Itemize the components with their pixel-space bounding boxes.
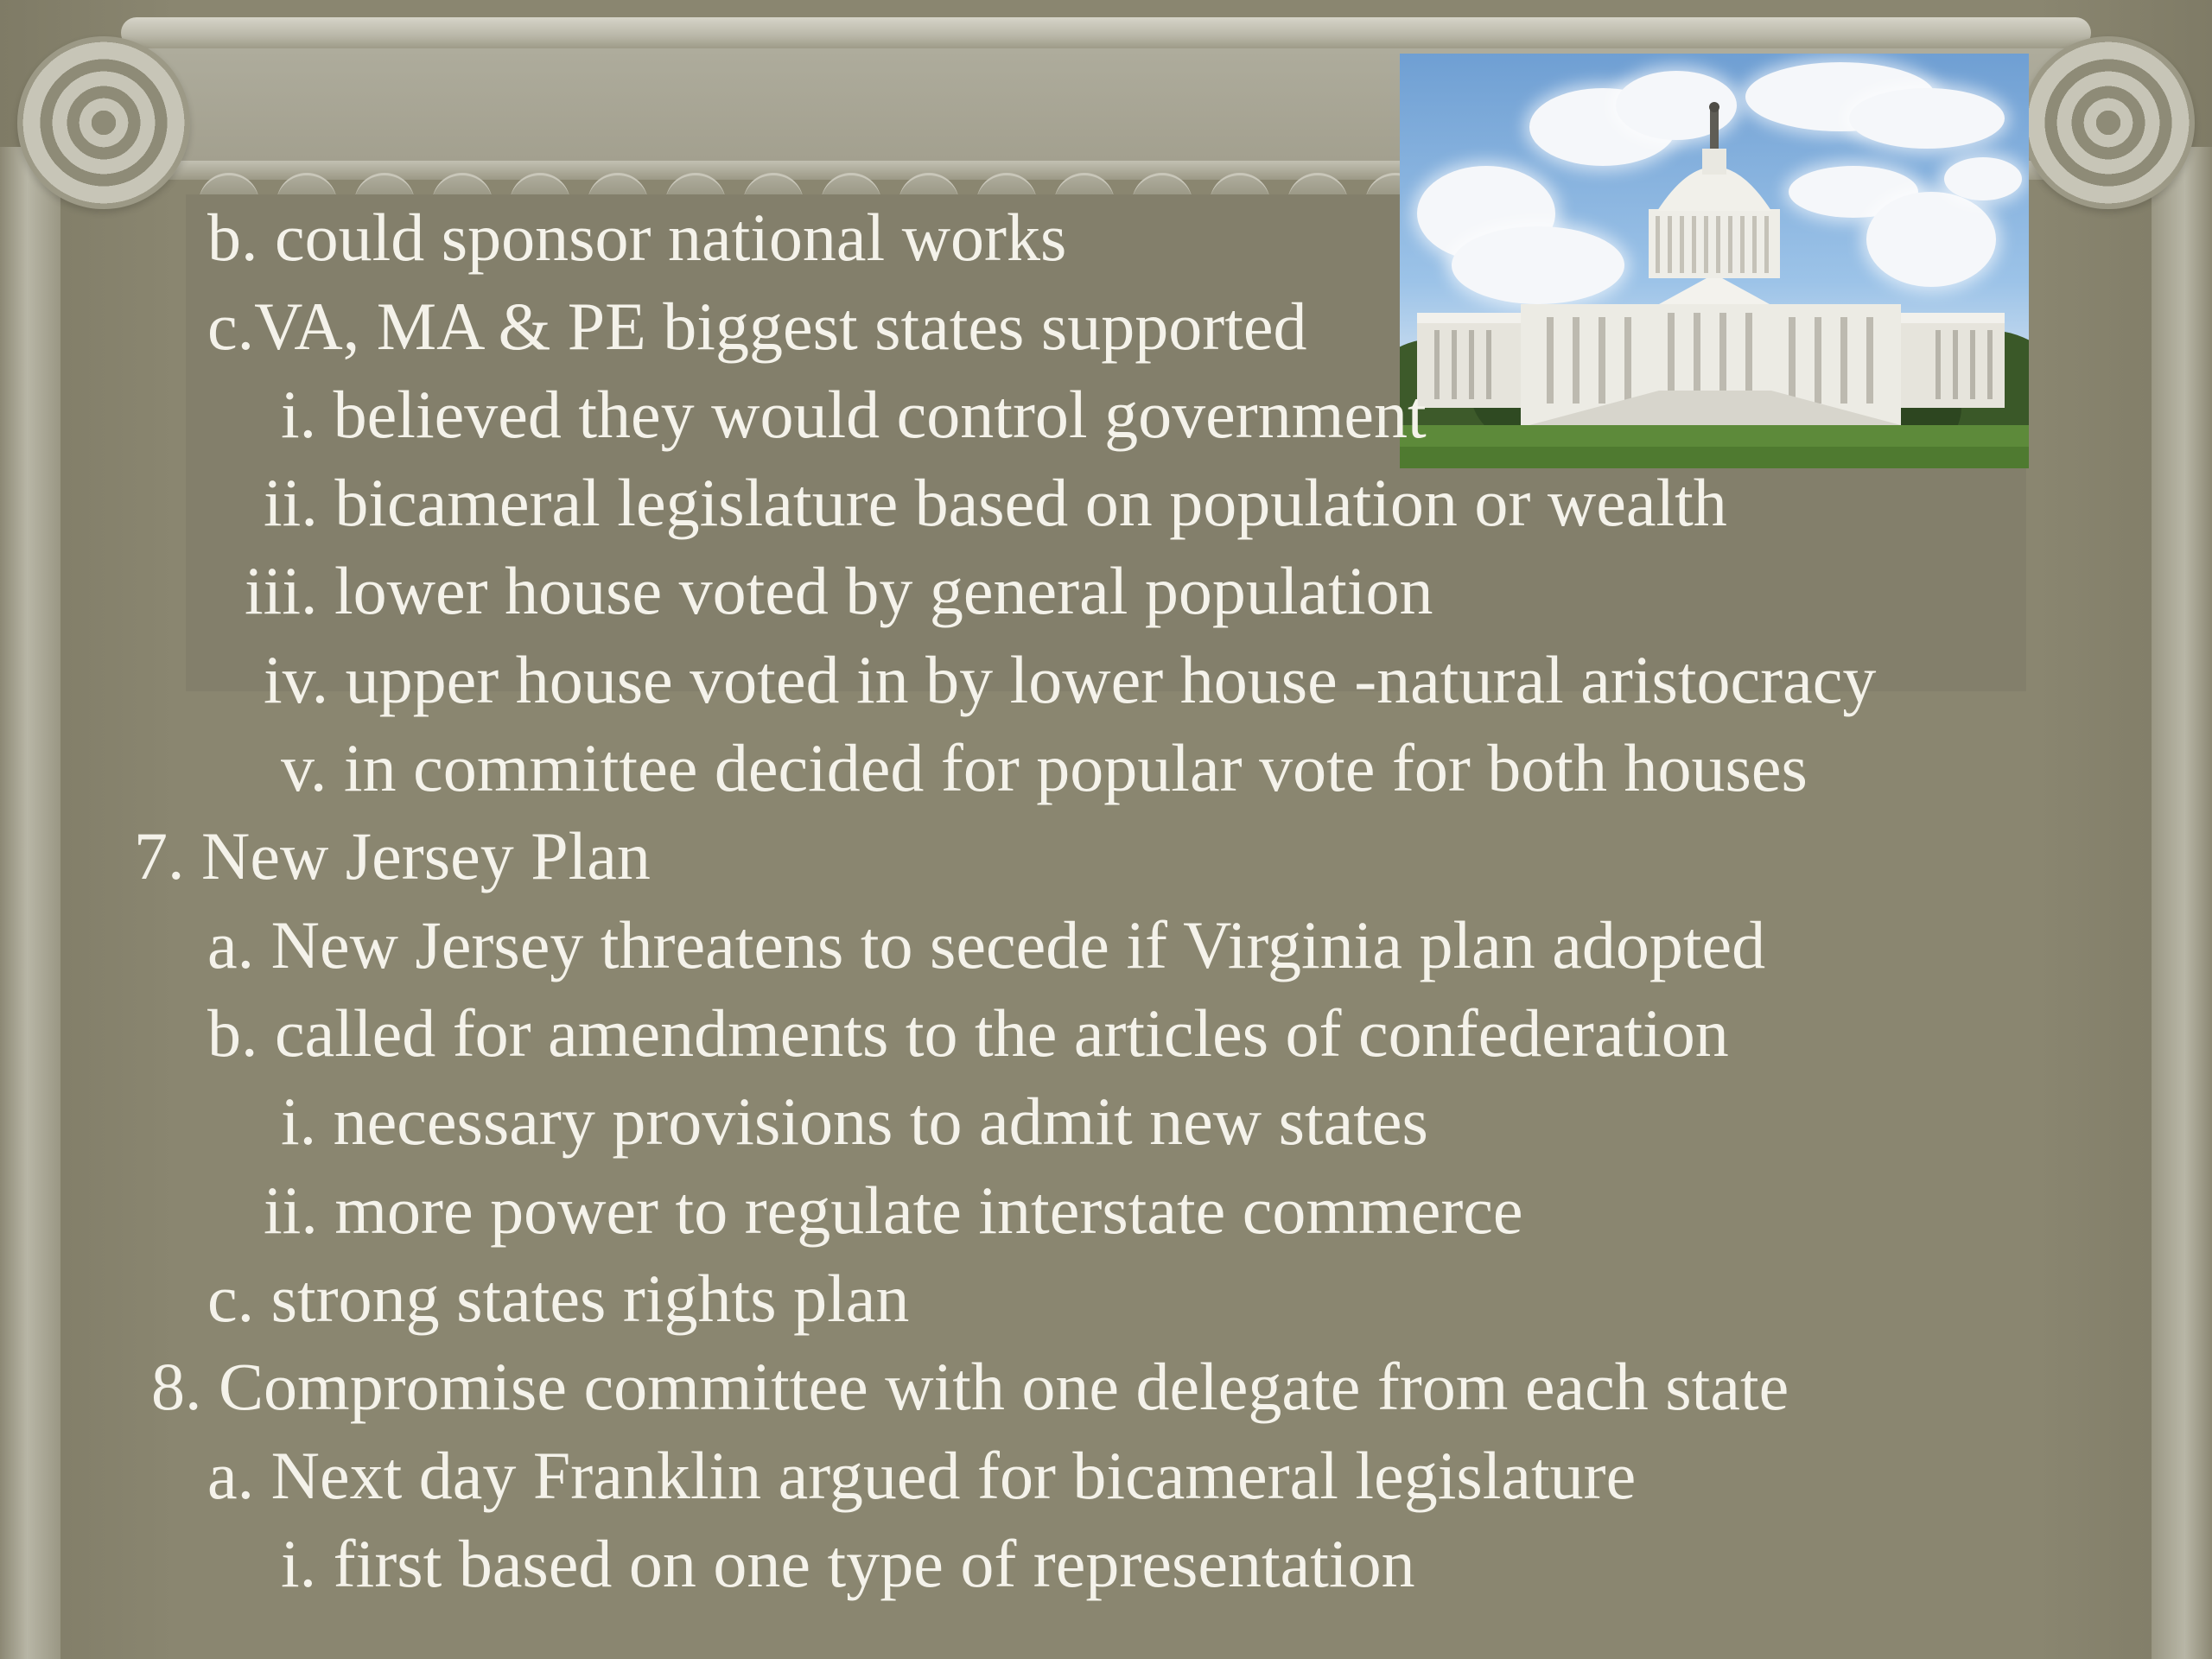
outline-line: b. called for amendments to the articles of confederation	[207, 995, 1729, 1071]
outline-line: v. in committee decided for popular vote for both houses	[281, 730, 1808, 805]
outline-line: iii. lower house voted by general population	[245, 553, 1433, 628]
outline-line: b. could sponsor national works	[207, 200, 1067, 275]
outline-line: c.VA, MA & PE biggest states supported	[207, 289, 1307, 364]
outline-line: a. New Jersey threatens to secede if Virginia plan adopted	[207, 907, 1766, 982]
outline-line: iv. upper house voted in by lower house -natural aristocracy	[264, 642, 1877, 717]
outline-line: a. Next day Franklin argued for bicameral legislature	[207, 1438, 1637, 1513]
outline-line: i. first based on one type of representation	[281, 1526, 1415, 1601]
outline-line: ii. more power to regulate interstate commerce	[264, 1173, 1523, 1248]
outline-line: i. necessary provisions to admit new states	[281, 1084, 1428, 1159]
outline-line: c. strong states rights plan	[207, 1261, 910, 1336]
outline-line: ii. bicameral legislature based on population or wealth	[264, 465, 1727, 540]
outline-line: i. believed they would control government	[281, 377, 1427, 452]
outline-line: 8. Compromise committee with one delegate from each state	[151, 1349, 1789, 1424]
outline-line: 7. New Jersey Plan	[134, 818, 651, 893]
